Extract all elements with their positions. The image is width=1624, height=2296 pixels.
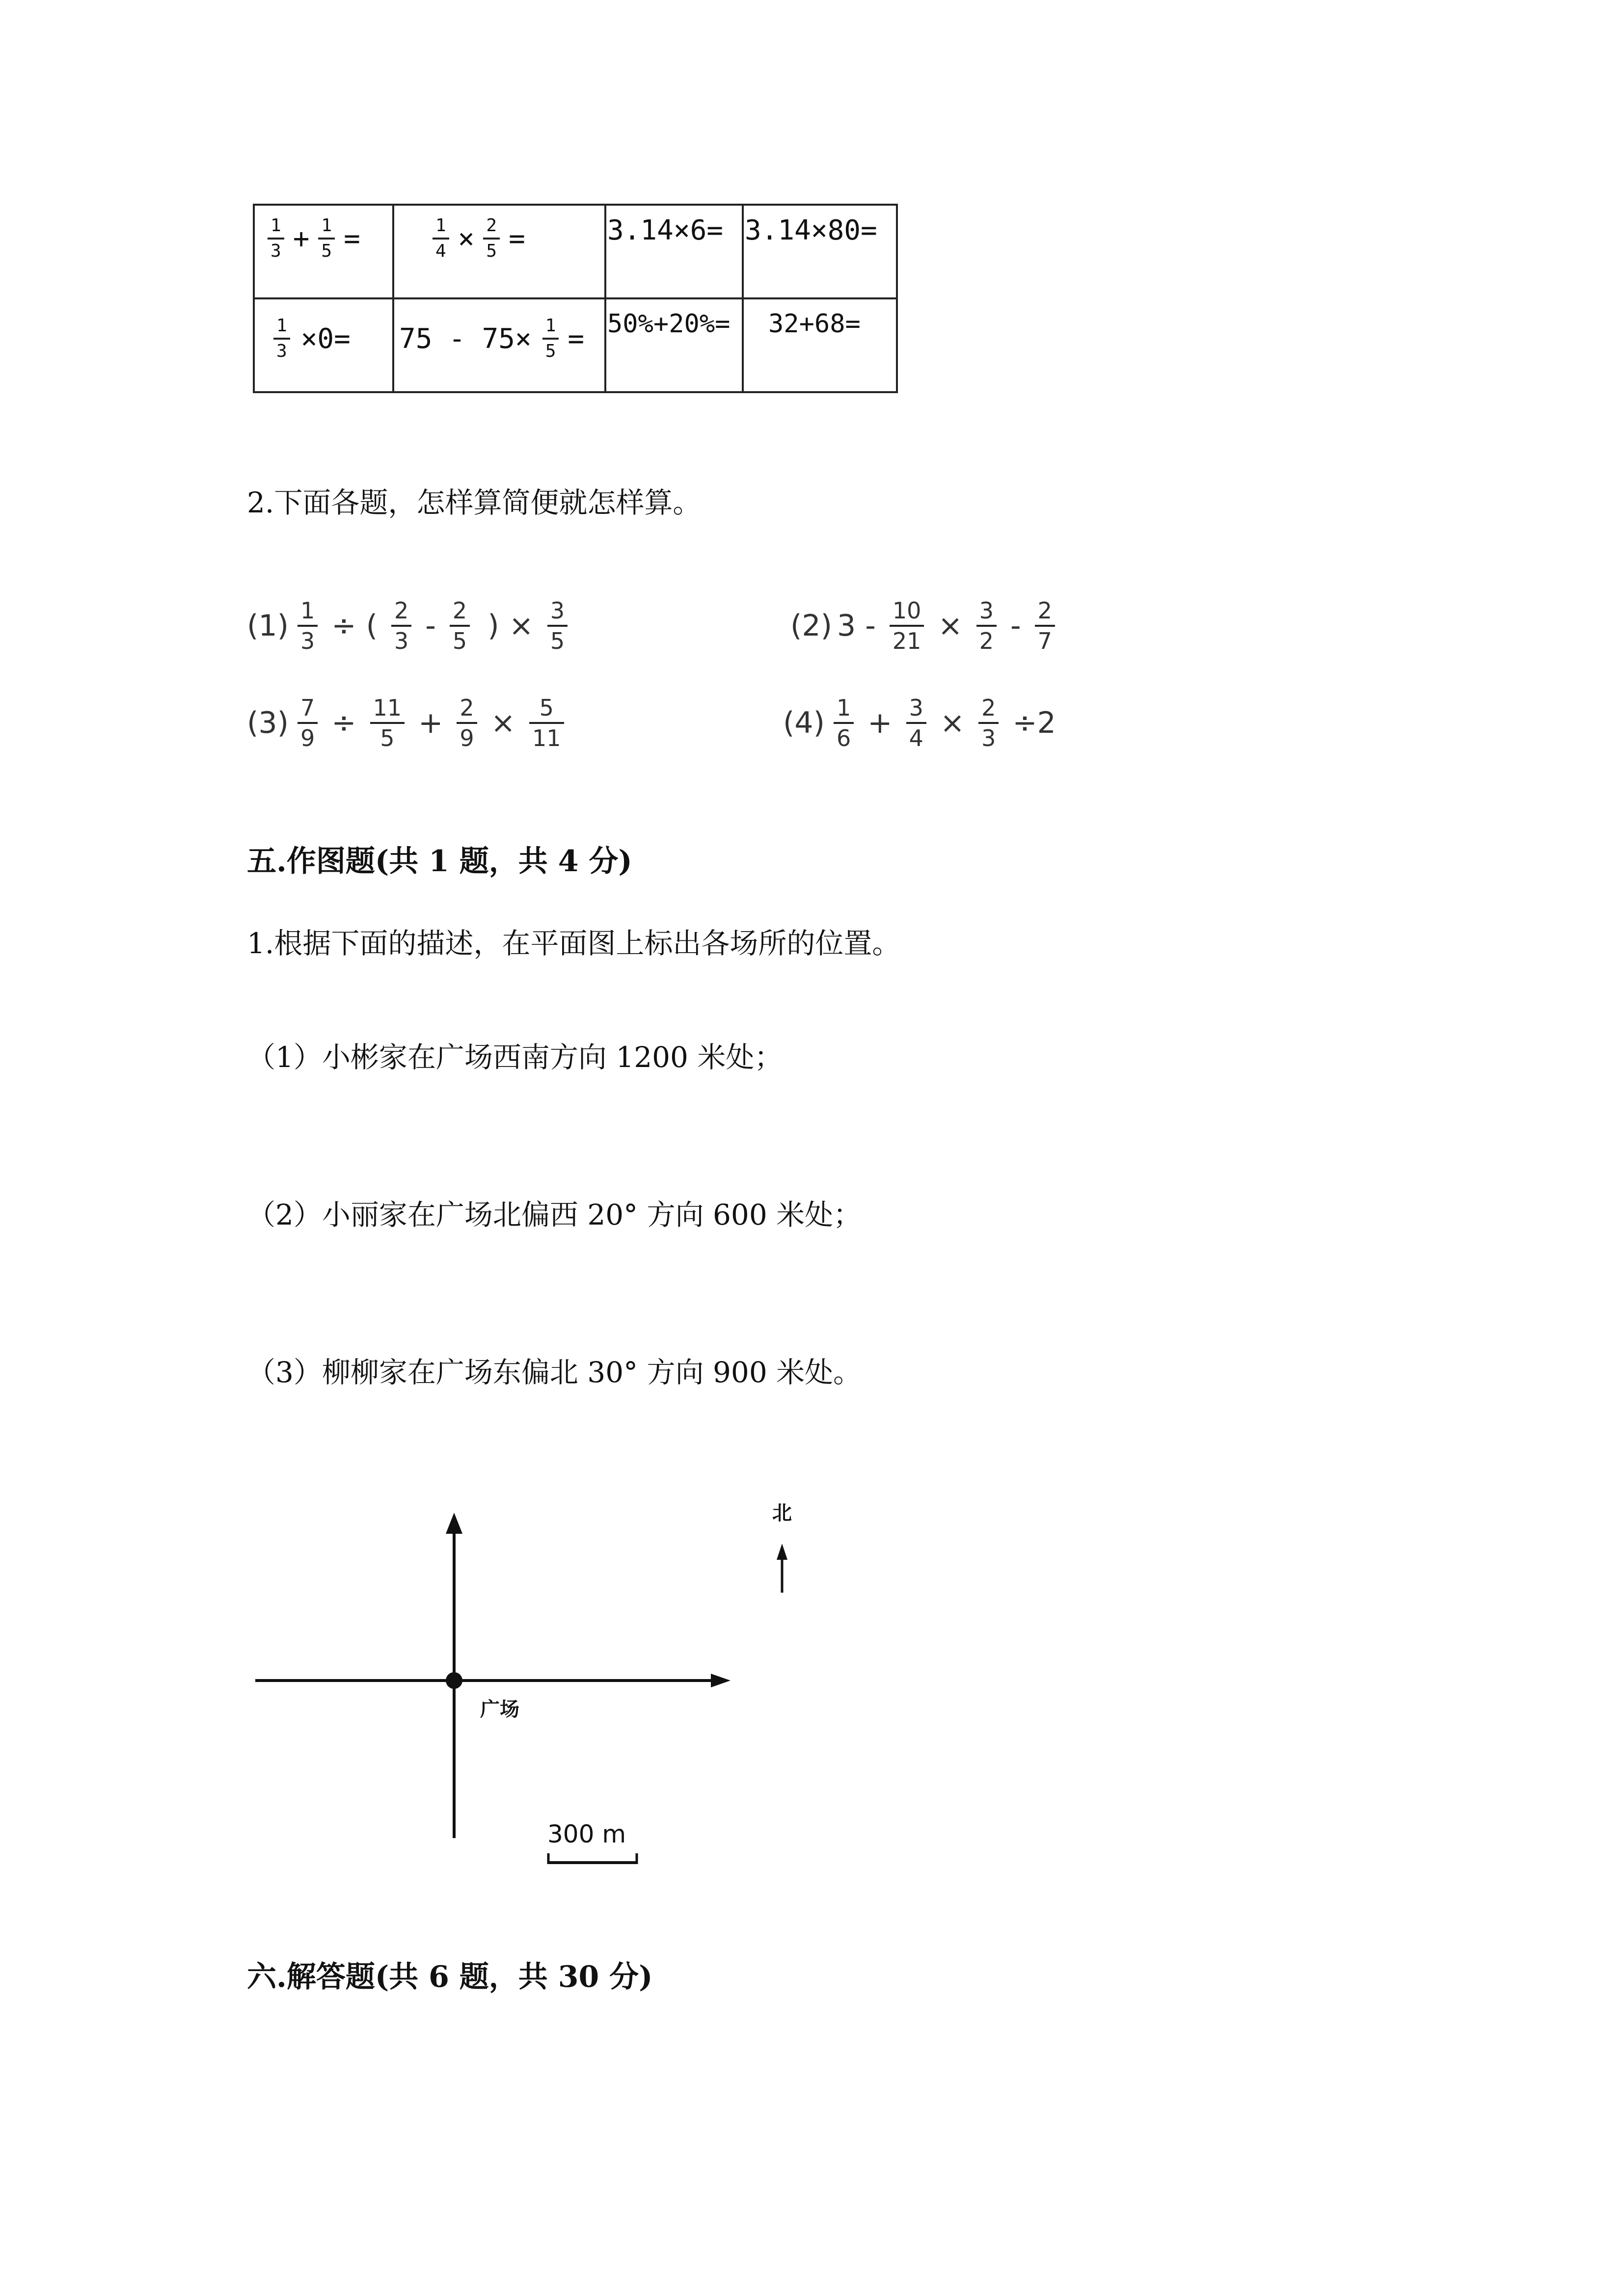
plaza-label: 广场	[480, 1698, 519, 1721]
fraction: $\frac{2}{9}$	[457, 696, 477, 749]
fraction: $\frac{2}{7}$	[1035, 599, 1055, 652]
axis-arrow-up	[446, 1513, 462, 1534]
operator: -	[425, 609, 436, 643]
paren: )	[487, 609, 499, 643]
operator: ×	[458, 222, 475, 255]
fraction: $\frac{5}{11}$	[529, 696, 564, 749]
question-2-instruction: 2.下面各题，怎样算简便就怎样算。	[247, 486, 702, 519]
description-item-3: （3）柳柳家在广场东偏北 30° 方向 900 米处。	[247, 1356, 862, 1389]
equals: =	[568, 322, 585, 355]
expression-label: (2)	[790, 609, 832, 643]
section-5-question-1: 1.根据下面的描述，在平面图上标出各场所的位置。	[247, 927, 901, 960]
fraction: $\frac{1}{5}$	[318, 217, 335, 260]
cell-text: 3.14×6=	[607, 214, 724, 246]
expression-text: 3 -	[837, 609, 876, 643]
operator: ×	[938, 609, 963, 643]
fraction: $\frac{1}{4}$	[433, 217, 449, 260]
fraction: $\frac{2}{5}$	[450, 599, 470, 652]
scale-label: 300 m	[547, 1820, 626, 1848]
equals: =	[509, 222, 525, 255]
paren: (	[366, 609, 378, 643]
operator: ×	[940, 706, 965, 740]
fraction: $\frac{1}{5}$	[542, 317, 559, 360]
fraction: $\frac{3}{2}$	[976, 599, 997, 652]
fraction: $\frac{1}{3}$	[273, 317, 290, 360]
operator: ×	[509, 609, 534, 643]
operator: ÷	[331, 609, 356, 643]
fraction: $\frac{1}{3}$	[268, 217, 284, 260]
fraction: $\frac{10}{21}$	[890, 599, 924, 652]
expression-text: ÷2	[1012, 706, 1056, 740]
north-label: 北	[772, 1502, 792, 1524]
expression-label: (3)	[247, 706, 289, 740]
fraction: $\frac{1}{6}$	[834, 696, 854, 749]
operator: ×	[490, 706, 515, 740]
fraction: $\frac{11}{5}$	[370, 696, 405, 749]
axis-arrow-right	[711, 1674, 731, 1687]
equals: =	[344, 222, 360, 255]
fraction: $\frac{3}{5}$	[547, 599, 568, 652]
expression-label: (4)	[783, 706, 825, 740]
description-item-1: （1）小彬家在广场西南方向 1200 米处；	[247, 1041, 783, 1074]
operator: ÷	[331, 706, 356, 740]
cell-text: 32+68=	[768, 309, 861, 339]
expression-label: (1)	[247, 609, 289, 643]
description-item-2: （2）小丽家在广场北偏西 20° 方向 600 米处；	[247, 1198, 862, 1231]
operator: -	[1010, 609, 1021, 643]
section-6-heading: 六.解答题(共 6 题，共 30 分)	[247, 1960, 653, 1994]
fraction: $\frac{3}{4}$	[906, 696, 926, 749]
fraction: $\frac{2}{3}$	[391, 599, 411, 652]
operator: +	[867, 706, 893, 740]
plaza-point	[446, 1672, 462, 1689]
operator: +	[418, 706, 443, 740]
fraction: $\frac{2}{5}$	[483, 217, 500, 260]
cell-text: ×0=	[300, 322, 351, 355]
operator: +	[293, 222, 310, 255]
cell-text: 3.14×80=	[745, 214, 877, 246]
cell-text: 75 - 75×	[399, 322, 532, 355]
fraction: $\frac{7}{9}$	[298, 696, 318, 749]
fraction: $\frac{2}{3}$	[978, 696, 999, 749]
cell-text: 50%+20%=	[607, 309, 731, 339]
section-5-heading: 五.作图题(共 1 题，共 4 分)	[247, 844, 632, 879]
fraction: $\frac{1}{3}$	[298, 599, 318, 652]
north-arrow-icon	[777, 1544, 787, 1560]
